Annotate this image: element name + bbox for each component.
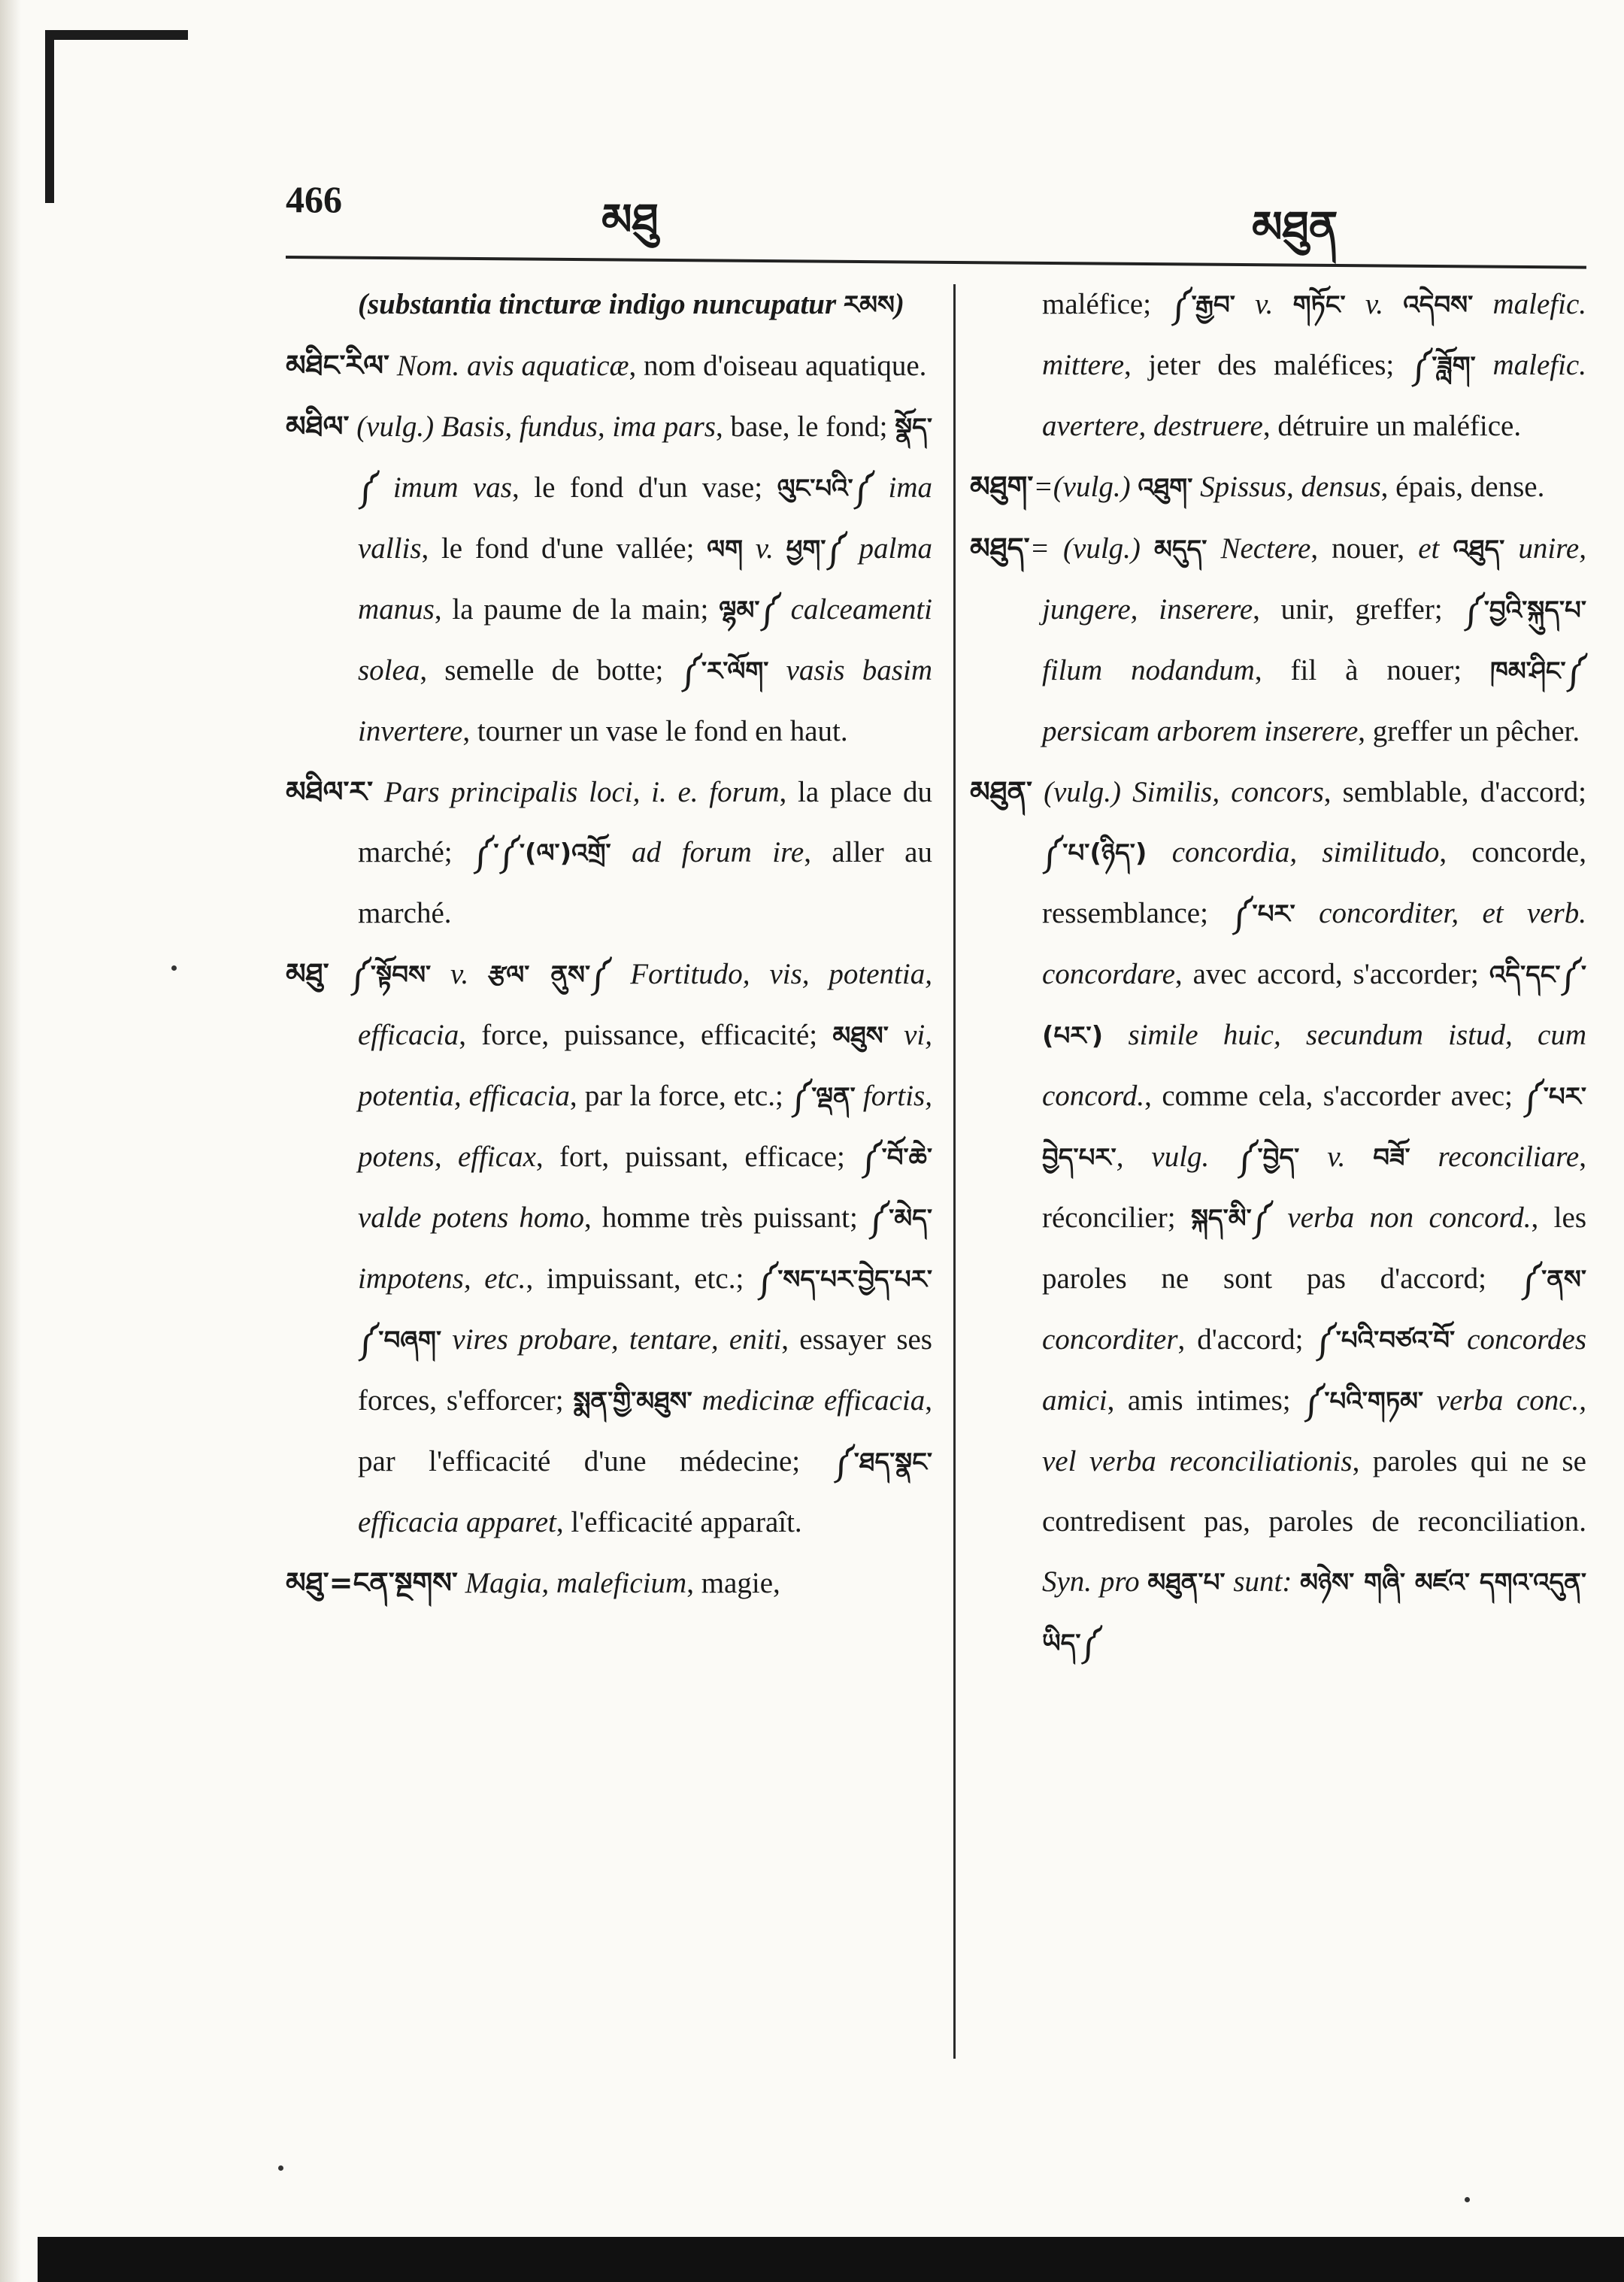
tibetan-text: ༼་པའི་གཏམ་ — [1304, 1386, 1424, 1417]
tibetan-text: ༼་བོ་ཆེ་ — [861, 1143, 932, 1173]
entry-text: efficacia apparet — [358, 1506, 556, 1538]
entry-text: Nectere — [1207, 532, 1311, 565]
tibetan-text: མཉེས་ གཞི་ མཛའ་ དགའ་འདུན་ ཡིད་༼ — [1042, 1568, 1587, 1659]
entry-text: , fort, puissant, efficace; — [535, 1141, 862, 1173]
dictionary-entry — [286, 1553, 932, 1614]
entry-text: , greffer un pêcher. — [1358, 715, 1580, 747]
tibetan-text: ༼་༼་(ལ་)འགྲོ་ — [473, 838, 611, 868]
tibetan-text: འདི་དང་༼་(པར་) — [1042, 960, 1586, 1051]
tibetan-text: ལྷམ་༼ — [719, 596, 780, 626]
entry-text: , paroles qui ne se contredisent pas, paroles de reconciliation. — [1042, 1445, 1586, 1538]
entry-text: ) — [894, 288, 904, 320]
entry-text: = (vulg.) — [1029, 532, 1154, 565]
entry-text: , magie, — [686, 1567, 780, 1599]
tibetan-text: བཟོ་ — [1373, 1143, 1410, 1173]
speck — [1465, 2197, 1470, 2202]
entry-text: , l'efficacité apparaît. — [556, 1506, 802, 1538]
entry-text: palma manus — [358, 532, 933, 626]
column-divider — [953, 284, 956, 2059]
entry-text: impotens, etc. — [358, 1262, 526, 1295]
entry-text: (substantia tincturæ indigo nuncupatur — [358, 288, 844, 320]
dictionary-entry — [286, 944, 932, 1553]
entry-text: concorditer, et verb. concordare — [1042, 897, 1586, 990]
scan-bottom-band — [38, 2237, 1624, 2282]
dictionary-entry — [970, 762, 1586, 1674]
entry-text: , nouer, — [1310, 532, 1419, 565]
head-word-left: མཐུ — [601, 194, 659, 245]
headword: མཐུད་ — [970, 532, 1030, 565]
entry-text: =(vulg.) — [1033, 471, 1138, 503]
entry-text: et — [1418, 532, 1453, 565]
tibetan-text: སྣོད་༼ — [358, 413, 933, 504]
entry-text: , comme cela, s'accorder avec; — [1144, 1080, 1523, 1112]
tibetan-text: ༼་པའི་བཙའ་བོ་ — [1315, 1326, 1456, 1356]
tibetan-text: ༼་པར་ — [1232, 899, 1295, 929]
tibetan-text: རམས — [843, 290, 895, 320]
entry-text: , vulg. — [1116, 1141, 1238, 1173]
left-column — [286, 274, 932, 1614]
entry-text: concorditer — [1042, 1323, 1178, 1356]
tibetan-text: ལུང་པའི་༼ — [777, 474, 874, 504]
header-rule — [286, 256, 1586, 269]
running-head — [286, 171, 1586, 254]
entry-text: unire, jungere, inserere — [1042, 532, 1586, 626]
tibetan-text: ཕྱག་༼ — [786, 535, 847, 565]
tibetan-text: ཁམ་ཤིང་༼ — [1490, 656, 1586, 686]
speck — [171, 965, 177, 971]
entry-text: vi, potentia, efficacia — [358, 1019, 932, 1112]
entry-text: , le fond d'une vallée; — [421, 532, 707, 565]
entry-text: vasis basim invertere — [358, 654, 932, 747]
entry-text: , épais, dense. — [1380, 471, 1545, 503]
entry-text: v. — [1299, 1141, 1374, 1173]
entry-text: , force, puissance, efficacité; — [459, 1019, 833, 1051]
dictionary-entry — [970, 518, 1586, 762]
headword: མཐིང་རིལ་ — [286, 349, 390, 382]
page-edge-shadow — [0, 0, 21, 2282]
entry-text: verba non concord. — [1272, 1202, 1532, 1234]
tibetan-text: ༼་ར་ལོག་ — [680, 656, 769, 686]
entry-text: v. — [431, 958, 489, 990]
headword: མཐིལ་ — [286, 410, 350, 443]
entry-text: medicinæ efficacia — [692, 1384, 926, 1417]
scan-corner-mark-vertical — [45, 30, 54, 203]
dictionary-entry — [286, 335, 932, 396]
tibetan-text: གཏོང་ — [1292, 290, 1346, 320]
entry-text: verba conc., vel verba reconciliationis — [1042, 1384, 1587, 1477]
tibetan-text: མཐུས་ — [832, 1021, 889, 1051]
entry-text: persicam arborem inserere — [1042, 715, 1359, 747]
tibetan-text: ༼་མེད་ — [868, 1204, 932, 1234]
tibetan-text: ༼་སད་པར་བྱེད་པར་ ༼་བཞག་ — [358, 1265, 932, 1356]
entry-text: (vulg.) Similis, concors — [1032, 776, 1324, 808]
entry-text: v. — [743, 532, 786, 565]
tibetan-text: ༼་ནས་ — [1520, 1265, 1586, 1295]
entry-text: , impuissant, etc.; — [526, 1262, 757, 1295]
entry-text: , aller au marché. — [358, 836, 932, 929]
headword: མཐུ་ — [286, 957, 329, 990]
tibetan-text: མདུད་ — [1154, 535, 1207, 565]
entry-text: , amis intimes; — [1107, 1384, 1304, 1417]
tibetan-text: ༼་ཟློག་ — [1410, 351, 1476, 381]
entry-text: , base, le fond; — [715, 411, 895, 443]
entry-text: concordia, similitudo — [1147, 836, 1440, 868]
entry-text: Syn. pro — [1042, 1565, 1148, 1598]
entry-text: v. — [1235, 288, 1293, 320]
entry-text: Spissus, densus — [1192, 471, 1381, 503]
tibetan-text: ༼་བྱེད་ — [1237, 1143, 1300, 1173]
entry-text: Fortitudo, vis, potentia, efficacia — [358, 958, 932, 1051]
dictionary-entry — [286, 274, 932, 335]
entry-text: Magia, maleficium — [457, 1567, 687, 1599]
entry-text: malefic. mittere — [1042, 288, 1587, 381]
entry-text: , semelle de botte; — [420, 654, 681, 686]
tibetan-text: མཐུན་པ་ — [1147, 1568, 1226, 1598]
dictionary-entry — [970, 456, 1586, 518]
entry-text: valde potens homo — [358, 1202, 585, 1234]
entry-text: , la place du marché; — [358, 776, 932, 868]
tibetan-text: ༼་ཐད་སྣང་ — [833, 1447, 932, 1477]
entry-text: concordes amici — [1042, 1323, 1587, 1417]
speck — [278, 2165, 283, 2171]
entry-text: , fil à nouer; — [1254, 654, 1491, 686]
entry-text: malefic. avertere, destruere — [1042, 349, 1586, 442]
right-column — [970, 274, 1586, 1674]
dictionary-entry — [286, 396, 932, 762]
entry-text: , par la force, etc.; — [569, 1080, 791, 1112]
tibetan-text: འདེབས་ — [1403, 290, 1474, 320]
entry-text: calceamenti solea — [358, 593, 932, 686]
entry-text: fortis, potens, efficax — [358, 1080, 932, 1173]
headword: མཐུག་ — [970, 470, 1034, 503]
entry-text: filum nodandum — [1042, 654, 1255, 686]
entry-text: , nom d'oiseau aquatique. — [629, 350, 927, 382]
entry-text: , concorde, ressemblance; — [1042, 836, 1586, 929]
entry-text: , tourner un vase le fond en haut. — [462, 715, 848, 747]
entry-text: , réconcilier; — [1042, 1141, 1586, 1234]
entry-text: , par l'efficacité d'une médecine; — [358, 1384, 932, 1477]
entry-text: , le fond d'un vase; — [511, 471, 777, 504]
tibetan-text: ༼་བྱའི་སྐུད་པ་ — [1463, 596, 1586, 626]
entry-text: ad forum ire — [611, 836, 804, 868]
tibetan-text: སྐད་མི་༼ — [1190, 1204, 1273, 1234]
headword: མཐུན་ — [970, 775, 1032, 808]
tibetan-text: ༼་རྒྱབ་ — [1171, 290, 1235, 320]
entry-text: , unir, greffer; — [1253, 593, 1464, 626]
entry-text: , la paume de la main; — [434, 593, 720, 626]
entry-text: , les paroles ne sont pas d'accord; — [1042, 1202, 1586, 1295]
tibetan-text: རྩལ་ ནུས་༼ — [488, 960, 611, 990]
dictionary-entry — [286, 762, 932, 944]
entry-text: maléfice; — [1042, 288, 1171, 320]
entry-text: Nom. avis aquaticæ — [389, 350, 629, 382]
entry-text: , détruire un maléfice. — [1262, 410, 1522, 442]
entry-text: v. — [1345, 288, 1404, 320]
entry-text: , semblable, d'accord; — [1323, 776, 1586, 808]
entry-text: vires probare, tentare, eniti — [441, 1323, 782, 1356]
headword: མཐུ་=ངན་སྔགས་ — [286, 1566, 458, 1599]
page-number: 466 — [286, 178, 342, 220]
entry-text: , essayer ses forces, s'efforcer; — [358, 1323, 932, 1417]
entry-text: reconciliare — [1410, 1141, 1580, 1173]
entry-text: imum vas — [378, 471, 512, 504]
tibetan-text: འཐུད་ — [1453, 535, 1505, 565]
tibetan-text: ༼་ལྡན་ — [790, 1082, 856, 1112]
entry-text: simile huic, secundum istud, cum concord. — [1042, 1019, 1586, 1112]
head-word-right: མཐུན — [1252, 202, 1338, 253]
headword: མཐིལ་ར་ — [286, 775, 374, 808]
entry-text: , jeter des maléfices; — [1124, 349, 1411, 381]
scan-corner-mark — [45, 30, 188, 40]
tibetan-text: ༼་སྟོབས་ — [329, 960, 432, 990]
tibetan-text: སྨན་གྱི་མཐུས་ — [573, 1386, 692, 1417]
entry-text: sunt: — [1225, 1565, 1301, 1598]
entry-text: , avec accord, s'accorder; — [1174, 958, 1489, 990]
entry-text: ima vallis — [358, 471, 933, 565]
entry-text: Pars principalis loci, i. e. forum — [373, 776, 780, 808]
tibetan-text: ལག — [707, 535, 744, 565]
entry-text: (vulg.) Basis, fundus, ima pars — [349, 411, 716, 443]
dictionary-entry — [970, 274, 1586, 456]
entry-text: , d'accord; — [1177, 1323, 1316, 1356]
entry-text: , homme très puissant; — [584, 1202, 868, 1234]
tibetan-text: ༼་པར་བྱེད་པར་ — [1042, 1082, 1586, 1173]
tibetan-text: ༼་པ་(ཉིད་) — [1042, 838, 1147, 868]
tibetan-text: འཐུག་ — [1138, 473, 1193, 503]
